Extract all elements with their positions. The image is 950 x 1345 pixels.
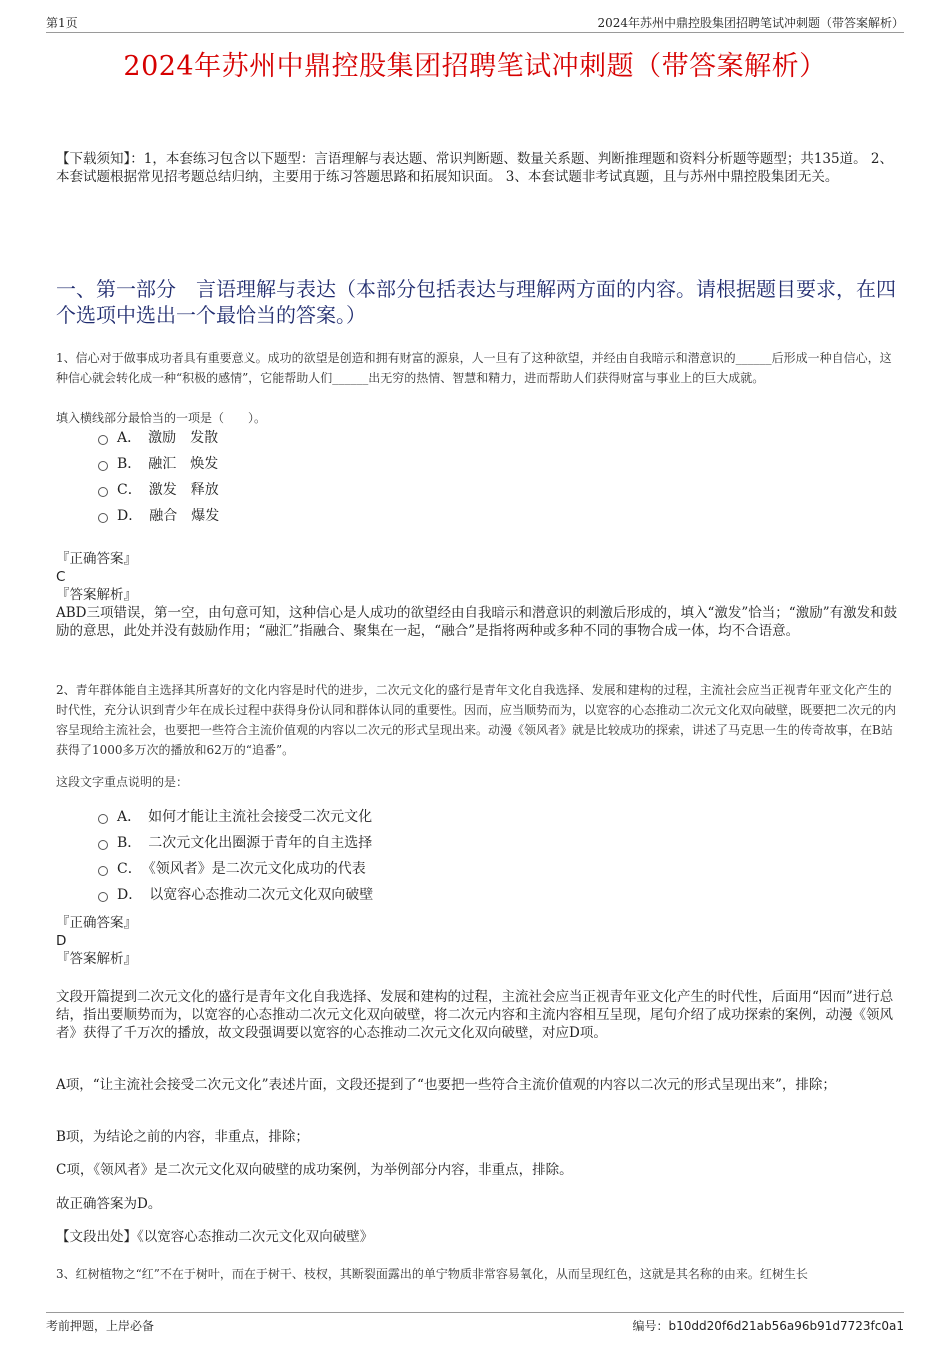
page-number: 第1页 (46, 16, 78, 30)
question-2-answer-block (56, 914, 902, 968)
option-c[interactable]: C． 激发 释放 (98, 477, 219, 503)
option-c[interactable]: C． 《领风者》是二次元文化成功的代表 (98, 856, 373, 882)
header-doc-title: 2024年苏州中鼎控股集团招聘笔试冲刺题（带答案解析） (597, 16, 904, 30)
analysis-paragraph: C项，《领风者》是二次元文化双向破壁的成功案例，为举例部分内容，非重点，排除。 (56, 1162, 573, 1178)
question-2-options (98, 804, 373, 908)
radio-icon[interactable] (98, 461, 108, 471)
analysis-text: ABD三项错误，第一空，由句意可知，这种信心是人成功的欲望经由自我暗示和潜意识的刺激后形成的，填入“激发”恰当；“激励”有激发和鼓励的意思，此处并没有鼓励作用；“融汇”指融合、聚集在一起，“融合”是指将两种或多种不同的事物合成一体，均不合语意。 (56, 605, 898, 639)
analysis-paragraph: B项，为结论之前的内容，非重点，排除； (56, 1129, 309, 1145)
option-b[interactable]: B． 融汇 焕发 (98, 451, 219, 477)
question-3-stem: 3、红树植物之“红”不在于树叶，而在于树干、枝杈，其断裂面露出的单宁物质非常容易氧化，从而呈现红色，这就是其名称的由来。红树生长 (56, 1267, 808, 1281)
analysis-label: 『答案解析』 (56, 951, 137, 967)
correct-answer: D (56, 933, 67, 949)
analysis-paragraph: A项，“让主流社会接受二次元文化”表述片面，文段还提到了“也要把一些符合主流价值观的内容以二次元的形式呈现出来”，排除； (56, 1077, 836, 1093)
section-heading: 一、第一部分 言语理解与表达（本部分包括表达与理解两方面的内容。请根据题目要求，在四个选项中选出一个最恰当的答案。） (56, 277, 896, 327)
question-1-prompt: 填入横线部分最恰当的一项是（ ）。 (56, 411, 267, 425)
option-b[interactable]: B． 二次元文化出圈源于青年的自主选择 (98, 830, 373, 856)
radio-icon[interactable] (98, 840, 108, 850)
radio-icon[interactable] (98, 814, 108, 824)
document-title: 2024年苏州中鼎控股集团招聘笔试冲刺题（带答案解析） (123, 51, 827, 82)
page-footer (46, 1312, 904, 1333)
document-code: 编号：b10dd20f6d21ab56a96b91d7723fc0a1 (632, 1319, 904, 1333)
question-1-answer-block (56, 550, 902, 640)
answer-label: 『正确答案』 (56, 551, 137, 567)
option-d[interactable]: D． 融合 爆发 (98, 503, 219, 529)
option-a[interactable]: A． 激励 发散 (98, 425, 219, 451)
question-1-stem: 1、信心对于做事成功者具有重要意义。成功的欲望是创造和拥有财富的源泉，人一旦有了这种欲望，并经由自我暗示和潜意识的______后形成一种自信心，这种信心就会转化成一种“积极的感情”，它能帮助人们______出无穷的热情、智慧和精力，进而帮助人们获得财富与事业上的巨大成就。 (56, 351, 892, 385)
analysis-paragraph: 文段开篇提到二次元文化的盛行是青年文化自我选择、发展和建构的过程，主流社会应当正视青年亚文化产生的时代性，后面用“因而”进行总结，指出要顺势而为，以宽容的心态推动二次元文化双向破壁，将二次元内容和主流内容相互呈现，尾句介绍了成功探索的案例，动漫《领风者》获得了千万次的播放，故文段强调要以宽容的心态推动二次元文化双向破壁，对应D项。 (56, 989, 894, 1041)
radio-icon[interactable] (98, 866, 108, 876)
radio-icon[interactable] (98, 513, 108, 523)
page-header (46, 10, 904, 33)
source-citation: 【文段出处】《以宽容心态推动二次元文化双向破壁》 (56, 1229, 374, 1245)
question-2-stem: 2、青年群体能自主选择其所喜好的文化内容是时代的进步，二次元文化的盛行是青年文化自我选择、发展和建构的过程，主流社会应当正视青年亚文化产生的时代性，充分认识到青少年在成长过程中获得身份认同和群体认同的重要性。因而，应当顺势而为，以宽容的心态推动二次元文化双向破壁，既要把二次元的内容呈现给主流社会，也要把一些符合主流价值观的内容以二次元的形式呈现出来。动漫《领风者》就是比较成功的探索，讲述了马克思一生的传奇故事，在B站获得了1000多万次的播放和62万的“追番”。 (56, 683, 897, 757)
correct-answer: C (56, 569, 66, 585)
analysis-paragraph: 故正确答案为D。 (56, 1196, 162, 1212)
question-2-prompt: 这段文字重点说明的是： (56, 775, 189, 789)
radio-icon[interactable] (98, 892, 108, 902)
footer-slogan: 考前押题，上岸必备 (46, 1319, 155, 1333)
option-a[interactable]: A． 如何才能让主流社会接受二次元文化 (98, 804, 373, 830)
answer-label: 『正确答案』 (56, 915, 137, 931)
question-1-options (98, 425, 219, 529)
radio-icon[interactable] (98, 487, 108, 497)
option-d[interactable]: D． 以宽容心态推动二次元文化双向破壁 (98, 882, 373, 908)
analysis-label: 『答案解析』 (56, 587, 137, 603)
radio-icon[interactable] (98, 435, 108, 445)
download-notice: 【下载须知】：1，本套练习包含以下题型：言语理解与表达题、常识判断题、数量关系题、判断推理题和资料分析题等题型；共135道。 2、本套试题根据常见招考题总结归纳，主要用于练习答题思路和拓展知识面。 3、本套试题非考试真题，且与苏州中鼎控股集团无关。 (56, 151, 893, 185)
